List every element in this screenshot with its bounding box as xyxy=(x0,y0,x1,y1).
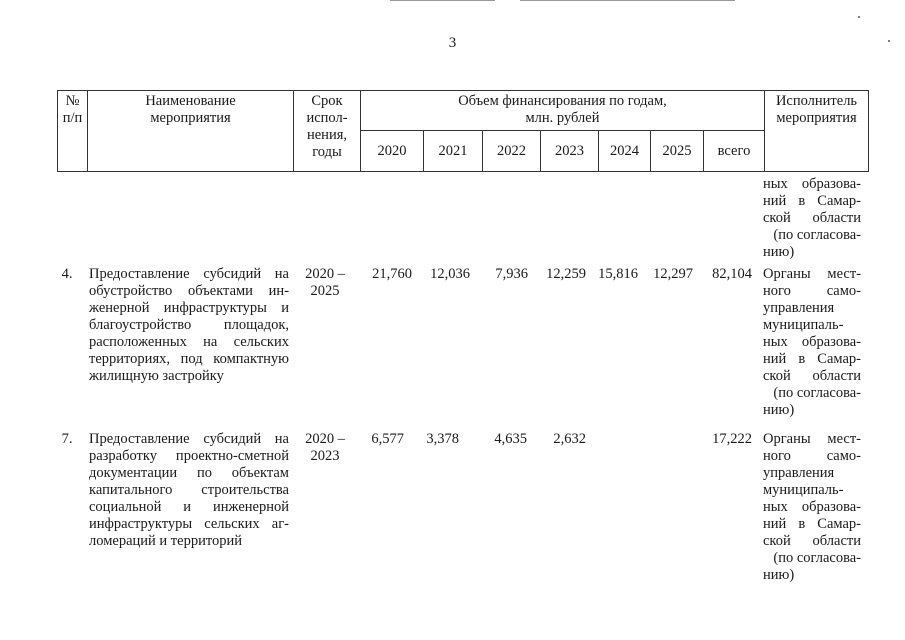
isp-line: (по согласова- xyxy=(773,227,861,243)
isp-line: муниципаль- xyxy=(763,482,844,498)
header-srok: Срок испол- нения, годы xyxy=(294,91,361,172)
value-2025: 12,297 xyxy=(653,266,693,282)
header-year: 2020 xyxy=(361,131,424,172)
srok-line: 2020 – xyxy=(305,431,345,447)
isp-line: ного само- xyxy=(763,283,861,299)
name-line: женерной инфраструктуры и xyxy=(89,300,289,316)
row-number: 7. xyxy=(61,431,73,447)
isp-line: (по согласова- xyxy=(773,550,861,566)
value-2022: 7,936 xyxy=(495,266,528,282)
name-line: Предоставление субсидий на xyxy=(89,431,289,447)
isp-line: нию) xyxy=(763,244,795,260)
isp-line: ных образова- xyxy=(763,176,861,192)
name-line: благоустройство площадок, xyxy=(89,317,289,333)
name-line: обустройство объектами ин- xyxy=(89,283,289,299)
isp-line: (по согласова- xyxy=(773,385,861,401)
value-2020: 6,577 xyxy=(371,431,404,447)
value-2023: 2,632 xyxy=(553,431,586,447)
name-line: инфраструктуры сельских аг- xyxy=(89,516,289,532)
isp-line: управления xyxy=(763,300,835,316)
scan-line-right xyxy=(520,0,735,1)
value-2023: 12,259 xyxy=(546,266,586,282)
header-isp: Исполнитель мероприятия xyxy=(765,91,869,172)
isp-line: нию) xyxy=(763,567,795,583)
continuation-isp xyxy=(763,176,861,261)
header-year-total: всего xyxy=(704,131,765,172)
value-2020: 21,760 xyxy=(372,266,412,282)
name-line: документации по объектам xyxy=(89,465,289,481)
value-2021: 12,036 xyxy=(430,266,470,282)
header-year: 2022 xyxy=(483,131,541,172)
row-number: 4. xyxy=(61,266,73,282)
isp-line: управления xyxy=(763,465,835,481)
header-num: № п/п xyxy=(58,91,88,172)
value-2024: 15,816 xyxy=(598,266,638,282)
header-year: 2021 xyxy=(424,131,483,172)
name-line: разработку проектно-сметной xyxy=(89,448,289,464)
isp-line: муниципаль- xyxy=(763,317,844,333)
isp-line: ных образова- xyxy=(763,499,861,515)
isp-line: ской области xyxy=(763,210,861,226)
table-header xyxy=(57,90,869,172)
value-total: 17,222 xyxy=(712,431,752,447)
header-year: 2023 xyxy=(541,131,599,172)
isp-line: Органы мест- xyxy=(763,266,861,282)
name-line: жилищную застройку xyxy=(89,368,224,384)
header-volume: Объем финансирования по годам, млн. рублей xyxy=(361,91,765,131)
value-2021: 3,378 xyxy=(426,431,459,447)
row-isp xyxy=(763,266,861,419)
isp-line: ской области xyxy=(763,368,861,384)
isp-line: ний в Самар- xyxy=(763,351,861,367)
header-name: Наименование мероприятия xyxy=(88,91,294,172)
row-srok xyxy=(301,431,349,465)
name-line: социальной и инженерной xyxy=(89,499,289,515)
srok-line: 2025 xyxy=(310,283,340,299)
srok-line: 2023 xyxy=(310,448,340,464)
row-name xyxy=(89,431,289,550)
header-year: 2025 xyxy=(651,131,704,172)
isp-line: ний в Самар- xyxy=(763,193,861,209)
name-line: капитального строительства xyxy=(89,482,289,498)
name-line: ломераций и территорий xyxy=(89,533,242,549)
isp-line: ного само- xyxy=(763,448,861,464)
isp-line: ской области xyxy=(763,533,861,549)
scan-speck xyxy=(858,16,860,18)
header-year: 2024 xyxy=(599,131,651,172)
isp-line: ний в Самар- xyxy=(763,516,861,532)
isp-line: нию) xyxy=(763,402,795,418)
isp-line: ных образова- xyxy=(763,334,861,350)
page-number: 3 xyxy=(448,35,457,51)
name-line: расположенных на сельских xyxy=(89,334,289,350)
row-isp xyxy=(763,431,861,584)
value-2022: 4,635 xyxy=(494,431,527,447)
srok-line: 2020 – xyxy=(305,266,345,282)
row-srok xyxy=(301,266,349,300)
scan-line-left xyxy=(390,0,495,1)
isp-line: Органы мест- xyxy=(763,431,861,447)
name-line: Предоставление субсидий на xyxy=(89,266,289,282)
row-name xyxy=(89,266,289,385)
name-line: территориях, под компактную xyxy=(89,351,289,367)
value-total: 82,104 xyxy=(712,266,752,282)
